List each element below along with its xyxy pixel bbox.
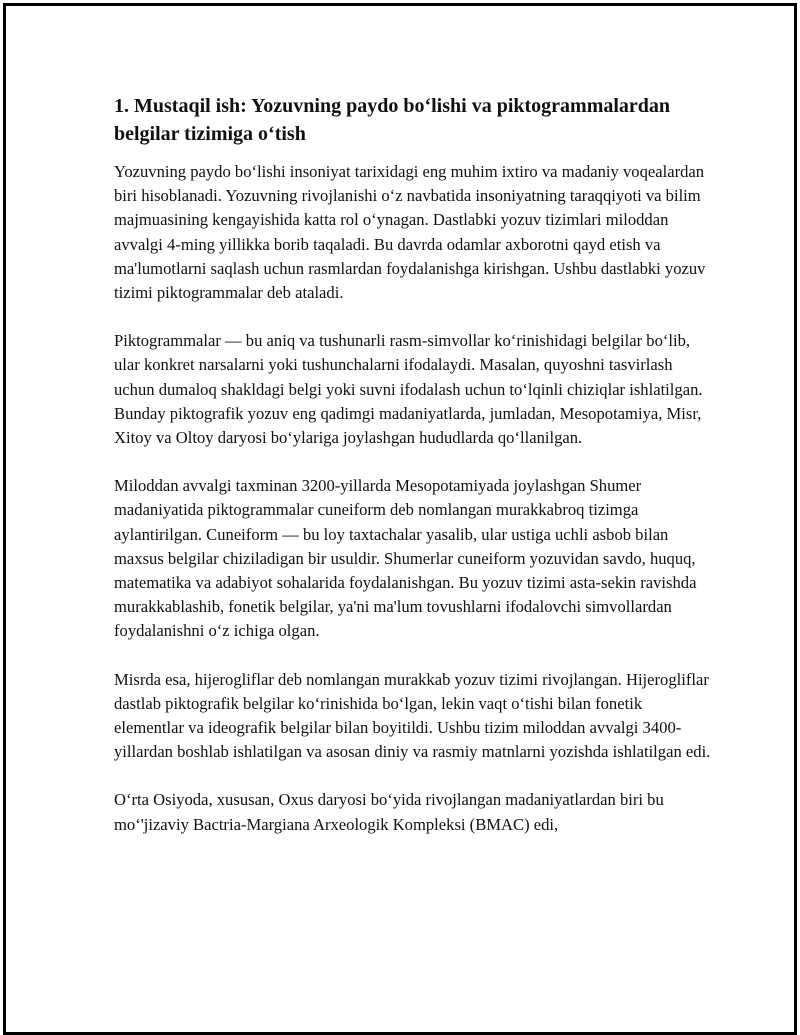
document-heading: 1. Mustaqil ish: Yozuvning paydo bo‘lishi va piktogrammalardan belgilar tizimiga o‘tish bbox=[114, 95, 671, 145]
paragraph-4: Misrda esa, hijerogliflar deb nomlangan murakkab yozuv tizimi rivojlangan. Hijerogliflar dastlab piktografik belgilar ko‘rinishida bo‘lgan, lekin vaqt o‘tishi bilan fonetik elementlar va ideografik belgilar bilan boyitildi. Ushbu tizim miloddan avvalgi 3400-yillardan boshlab ishlatilgan va asosan diniy va rasmiy matnlarni yozishda ishlatilgan edi. bbox=[114, 669, 711, 762]
document-body bbox=[114, 92, 714, 861]
paragraph-3: Miloddan avvalgi taxminan 3200-yillarda Mesopotamiyada joylashgan Shumer madaniyatida piktogrammalar cuneiform deb nomlangan murakkabroq tizimga aylantirilgan. Cuneiform — bu loy taxtachalar yasalib, ular ustiga uchli asbob bilan maxsus belgilar chiziladigan bir usuldir. Shumerlar cuneiform yozuvidan savdo, huquq, matematika va adabiyot sohalarida foydalanishgan. Bu yozuv tizimi asta-sekin ravishda murakkablashib, fonetik belgilar, ya'ni ma'lum tovushlarni ifodalovchi simvollardan foydalanishni o‘z ichiga olgan. bbox=[114, 476, 697, 641]
paragraph-5: O‘rta Osiyoda, xususan, Oxus daryosi bo‘yida rivojlangan madaniyatlardan biri bu mo‘'jizaviy Bactria-Margiana Arxeologik Kompleksi (BMAC) edi, bbox=[114, 790, 664, 834]
paragraph-2: Piktogrammalar — bu aniq va tushunarli rasm-simvollar ko‘rinishidagi belgilar bo‘lib, ular konkret narsalarni yoki tushunchalarni ifodalaydi. Masalan, quyoshni tasvirlash uchun dumaloq shakldagi belgi yoki suvni ifodalash uchun to‘lqinli chiziqlar ishlatilgan. Bunday piktografik yozuv eng qadimgi madaniyatlarda, jumladan, Mesopotamiya, Misr, Xitoy va Oltoy daryosi bo‘ylariga joylashgan hududlarda qo‘llanilgan. bbox=[114, 331, 703, 448]
paragraph-1: Yozuvning paydo bo‘lishi insoniyat tarixidagi eng muhim ixtiro va madaniy voqealardan biri hisoblanadi. Yozuvning rivojlanishi o‘z navbatida insoniyatning taraqqiyoti va bilim majmuasining kengayishida katta rol o‘ynagan. Dastlabki yozuv tizimlari miloddan avvalgi 4-ming yillikka borib taqaladi. Bu davrda odamlar axborotni qayd etish va ma'lumotlarni saqlash uchun rasmlardan foydalanishga kirishgan. Ushbu dastlabki yozuv tizimi piktogrammalar deb ataladi. bbox=[114, 162, 706, 303]
